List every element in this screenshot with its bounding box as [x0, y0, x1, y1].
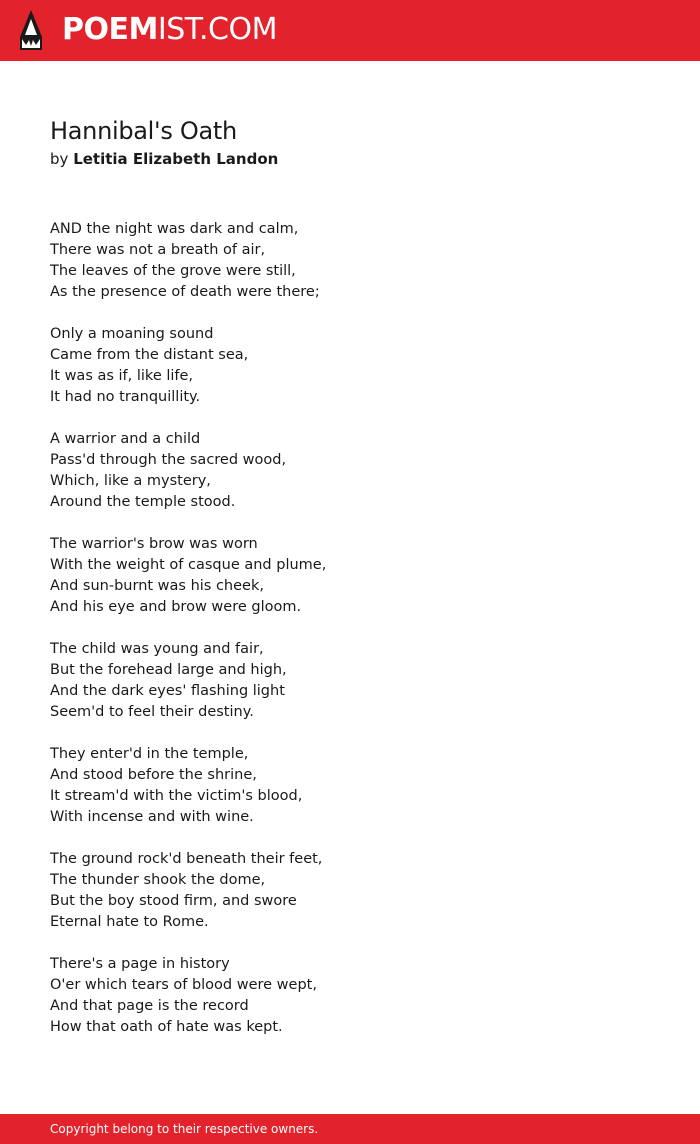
poem-line: The child was young and fair,: [50, 641, 264, 657]
logo-text-light: IST.COM: [157, 12, 277, 47]
poem-line: But the boy stood firm, and swore: [50, 893, 297, 909]
poem-line: Only a moaning sound: [50, 326, 214, 342]
poem-line: But the forehead large and high,: [50, 662, 287, 678]
poem-line: With the weight of casque and plume,: [50, 557, 327, 573]
poem-line: The thunder shook the dome,: [50, 872, 266, 888]
logo-text-bold: POEM: [62, 12, 158, 47]
poem-line: Which, like a mystery,: [50, 473, 211, 489]
poem-line: And sun-burnt was his cheek,: [50, 578, 264, 594]
stanza: [50, 954, 650, 1038]
poem-line: AND the night was dark and calm,: [50, 221, 299, 237]
stanza: [50, 639, 650, 723]
poem-line: And his eye and brow were gloom.: [50, 599, 302, 615]
stanza: [50, 534, 650, 618]
copyright-text: Copyright belong to their respective owners.: [50, 1122, 319, 1136]
poem-line: Pass'd through the sacred wood,: [50, 452, 287, 468]
poem-line: There was not a breath of air,: [50, 242, 266, 258]
poem-line: A warrior and a child: [50, 431, 201, 447]
poem-body: [50, 219, 650, 1059]
pen-nib-icon[interactable]: [18, 9, 44, 51]
stanza: [50, 849, 650, 933]
poem-line: How that oath of hate was kept.: [50, 1019, 283, 1035]
poem-title: Hannibal's Oath: [50, 117, 237, 145]
stanza: [50, 429, 650, 513]
poem-line: It stream'd with the victim's blood,: [50, 788, 303, 804]
byline: [50, 149, 278, 169]
stanza: [50, 744, 650, 828]
by-label: by: [50, 150, 69, 168]
poem-line: As the presence of death were there;: [50, 284, 320, 300]
poem-line: They enter'd in the temple,: [50, 746, 249, 762]
poem-line: The leaves of the grove were still,: [50, 263, 296, 279]
poem-line: And the dark eyes' flashing light: [50, 683, 285, 699]
stanza: [50, 324, 650, 408]
poem-line: With incense and with wine.: [50, 809, 254, 825]
poem-line: O'er which tears of blood were wept,: [50, 977, 317, 993]
author-name: Letitia Elizabeth Landon: [73, 150, 279, 168]
poem-line: And that page is the record: [50, 998, 249, 1014]
poem-line: It had no tranquillity.: [50, 389, 201, 405]
stanza: [50, 219, 650, 303]
poem-line: Came from the distant sea,: [50, 347, 249, 363]
site-footer: [0, 1114, 700, 1144]
poem-line: The ground rock'd beneath their feet,: [50, 851, 323, 867]
poem-line: Seem'd to feel their destiny.: [50, 704, 254, 720]
poem-line: And stood before the shrine,: [50, 767, 257, 783]
poem-line: Around the temple stood.: [50, 494, 236, 510]
site-logo[interactable]: [62, 12, 277, 48]
site-header: [0, 0, 700, 61]
poem-line: Eternal hate to Rome.: [50, 914, 209, 930]
poem-line: It was as if, like life,: [50, 368, 194, 384]
poem-line: The warrior's brow was worn: [50, 536, 258, 552]
poem-line: There's a page in history: [50, 956, 230, 972]
